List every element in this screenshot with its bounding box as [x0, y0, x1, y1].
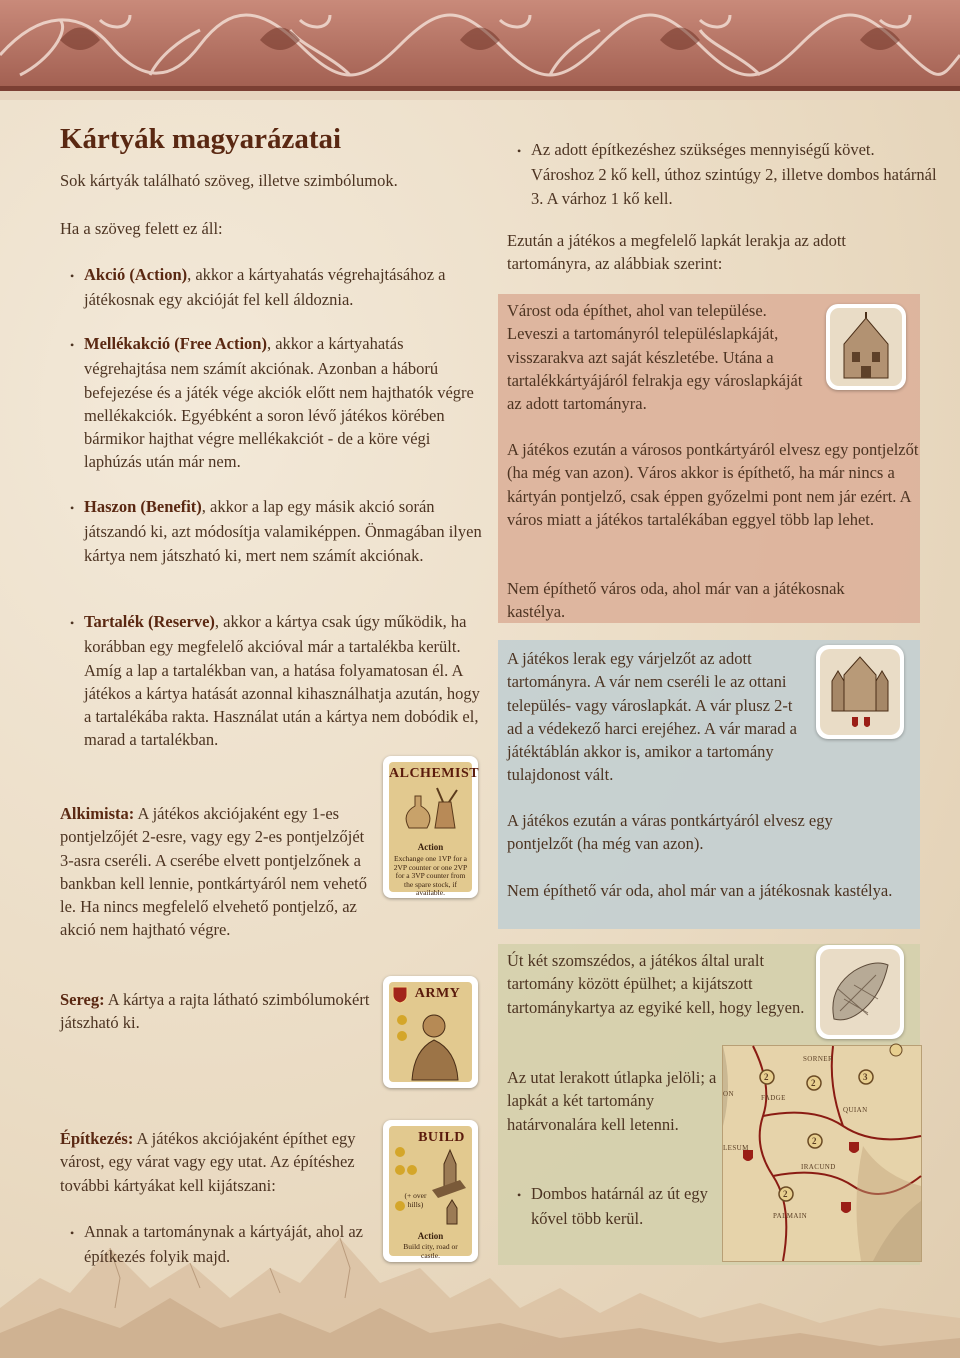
map-number: 3 — [863, 1072, 868, 1082]
alchemist-text — [60, 802, 372, 942]
bullet-text: , akkor a kártyahatás végrehajtása nem számít akciónak. Azonban a háború befejezése és a játék vége akciók előtt nem hajthatók végre mellékakciók. Egyébként a soron lévő játékos körében bármikor hajthat végre mellékakciót - de a köre végi laphúzás után már nem. — [84, 334, 474, 472]
card-face — [389, 982, 472, 1082]
alchemist-desc: A játékos akciójaként egy 1-es pontjelzőjét 2-esre, vagy egy 2-es pontjelzőjét 3-asra cseréli. A cserébe elvett pontjelzőnek a bankban kell lennie, pontkártyáról nem vehető le. Ha nincs megfelelő elvehető pontjelző, az akció nem hajtható végre. — [60, 804, 367, 940]
road-rule-bullet: • Dombos határnál az út egy kővel több kerül. — [507, 1182, 736, 1231]
map-number: 2 — [764, 1072, 769, 1082]
bullet-text: , akkor a lap egy másik akció során játszandó ki, azt módosítja valamiképpen. Önmagában ilyen kártya nem játszható ki, mert nem számít akciónak. — [84, 497, 482, 565]
map-label: QUIAN — [843, 1106, 868, 1114]
castle-tile — [816, 645, 904, 739]
castle-rule-1: A játékos lerak egy várjelzőt az adott tartományra. A vár nem cseréli le az ottani település- vagy városlapkát. A vár plusz 2-t ad a védekező harci erejéhez. A vár marad a játéktáblán akkor is, amikor a tartomány tulajdonost vált. — [507, 649, 797, 785]
road-tile — [816, 945, 904, 1039]
bullet-term: Mellékakció (Free Action) — [84, 334, 267, 353]
map-label: PALMAIN — [773, 1212, 808, 1220]
city-rule-1: Várost oda építhet, ahol van települése. Leveszi a tartományról településlapkáját, visszarakva azt saját készletébe. Utána a tartalékkártyájáról felrakja egy városlapkáját az adott tartományra. — [507, 301, 803, 414]
map-number: 2 — [812, 1136, 817, 1146]
city-building-icon — [830, 308, 902, 386]
card-title: ARMY — [414, 986, 461, 1001]
army-card — [383, 976, 478, 1088]
road-rule-2: Az utat lerakott útlapka jelöli; a lapkát a két tartomány határvonalára kell letenni. — [507, 1068, 717, 1134]
map-label: SORNER — [803, 1055, 834, 1063]
card-title: ALCHEMIST — [389, 766, 480, 781]
card-face — [389, 762, 480, 897]
bullet-text: , akkor a kártyahatás végrehajtásához a játékosnak egy akcióját fel kell áldoznia. — [84, 265, 446, 310]
card-face — [389, 1126, 472, 1260]
castle-rule-2: A játékos ezután a váras pontkártyáról elvesz egy pontjelzőt (ha még van azon). — [507, 811, 833, 854]
build-desc: A játékos akciójaként építhet egy várost, egy várat vagy egy utat. Az építéshez további kártyákat kell kijátszani: — [60, 1129, 356, 1195]
card-text: Build city, road or castle. — [403, 1242, 458, 1260]
army-desc: A kártya a rajta látható szimbólumokért játszható ki. — [60, 990, 370, 1033]
road-rule-1: Út két szomszédos, a játékos által uralt tartomány között épülhet; a kijátszott tartománykartya az egyiké kell, hogy legyen. — [507, 951, 805, 1017]
map-number: 2 — [783, 1189, 788, 1199]
bullet-reserve — [60, 610, 484, 752]
card-action-label: Action — [417, 842, 444, 852]
page-subtitle: Sok kártyák található szöveg, illetve szimbólumok. — [60, 171, 398, 190]
castle-icon — [820, 649, 900, 735]
map-label: LESUM — [723, 1144, 749, 1152]
build-term: Építkezés: — [60, 1129, 134, 1148]
page-title: Kártyák magyarázatai — [60, 123, 342, 155]
map-label: ON — [723, 1090, 734, 1098]
alchemist-card — [383, 756, 478, 898]
bullet-term: Haszon (Benefit) — [84, 497, 202, 516]
placement-intro: Ezután a játékos a megfelelő lapkát lerakja az adott tartományra, az alábbiak szerint: — [507, 231, 846, 274]
bullet-benefit — [60, 495, 484, 567]
map-excerpt — [722, 1045, 922, 1262]
card-title: BUILD — [418, 1130, 465, 1145]
city-rule-3: Nem építhető város oda, ahol már van a játékosnak kastélya. — [507, 579, 845, 622]
map-label: IRACUND — [801, 1163, 836, 1171]
card-text: Exchange one 1VP for a 2VP counter or one 2VP for a 3VP counter from the spare stock, if available. — [393, 854, 468, 897]
map-number: 2 — [811, 1078, 816, 1088]
bullet-term: Akció (Action) — [84, 265, 188, 284]
build-costs-icon — [392, 1146, 470, 1228]
army-text — [60, 988, 372, 1035]
map-counters — [723, 1046, 921, 1261]
army-term: Sereg: — [60, 990, 105, 1009]
build-card — [383, 1120, 478, 1262]
intro-text: Ha a szöveg felett ez áll: — [60, 219, 223, 238]
city-tile — [826, 304, 906, 390]
stone-cost-bullet: • Az adott építkezéshez szükséges mennyiségű követ. Városhoz 2 kő kell, úthoz szintúgy 2, illetve dombos határnál 3. A várhoz 1 kő kell. — [507, 138, 941, 210]
bullet-term: Tartalék (Reserve) — [84, 612, 215, 631]
card-hill-note: (+ over hills) — [404, 1191, 427, 1209]
road-segment-icon — [820, 949, 900, 1035]
ornamental-banner — [0, 0, 960, 100]
soldier-illustration — [394, 1006, 470, 1080]
alchemist-term: Alkimista: — [60, 804, 135, 823]
city-rule-2: A játékos ezután a városos pontkártyáról elvesz egy pontjelzőt (ha még van azon). Város akkor is építhető, ha már nincs a kártyán pontjelző, csak éppen győzelmi pont nem jár ezért. A város miatt a játékos tartalékában eggyel több lap lehet. — [507, 440, 919, 529]
bullet-free-action — [60, 332, 484, 474]
alchemy-flask-icon — [399, 784, 462, 830]
build-text — [60, 1127, 378, 1197]
card-action-label: Action — [417, 1231, 444, 1241]
bullet-text: , akkor a kártya csak úgy működik, ha korábban egy megfelelő akcióval már a tartalékba került. Amíg a lap a tartalékban van, a hatása folyamatosan él. A játékos a kártya hatását azonnal kihasználhatja azután, hogy a tartalékába rakta. Használat után a kártya nem dobódik el, marad a tartalékban. — [84, 612, 480, 750]
map-label: FADGE — [761, 1094, 786, 1102]
build-bullet: • Annak a tartománynak a kártyáját, ahol az építkezés folyik majd. — [60, 1220, 384, 1269]
bullet-action — [60, 263, 484, 312]
castle-rule-3: Nem építhető vár oda, ahol már van a játékosnak kastélya. — [507, 881, 893, 900]
